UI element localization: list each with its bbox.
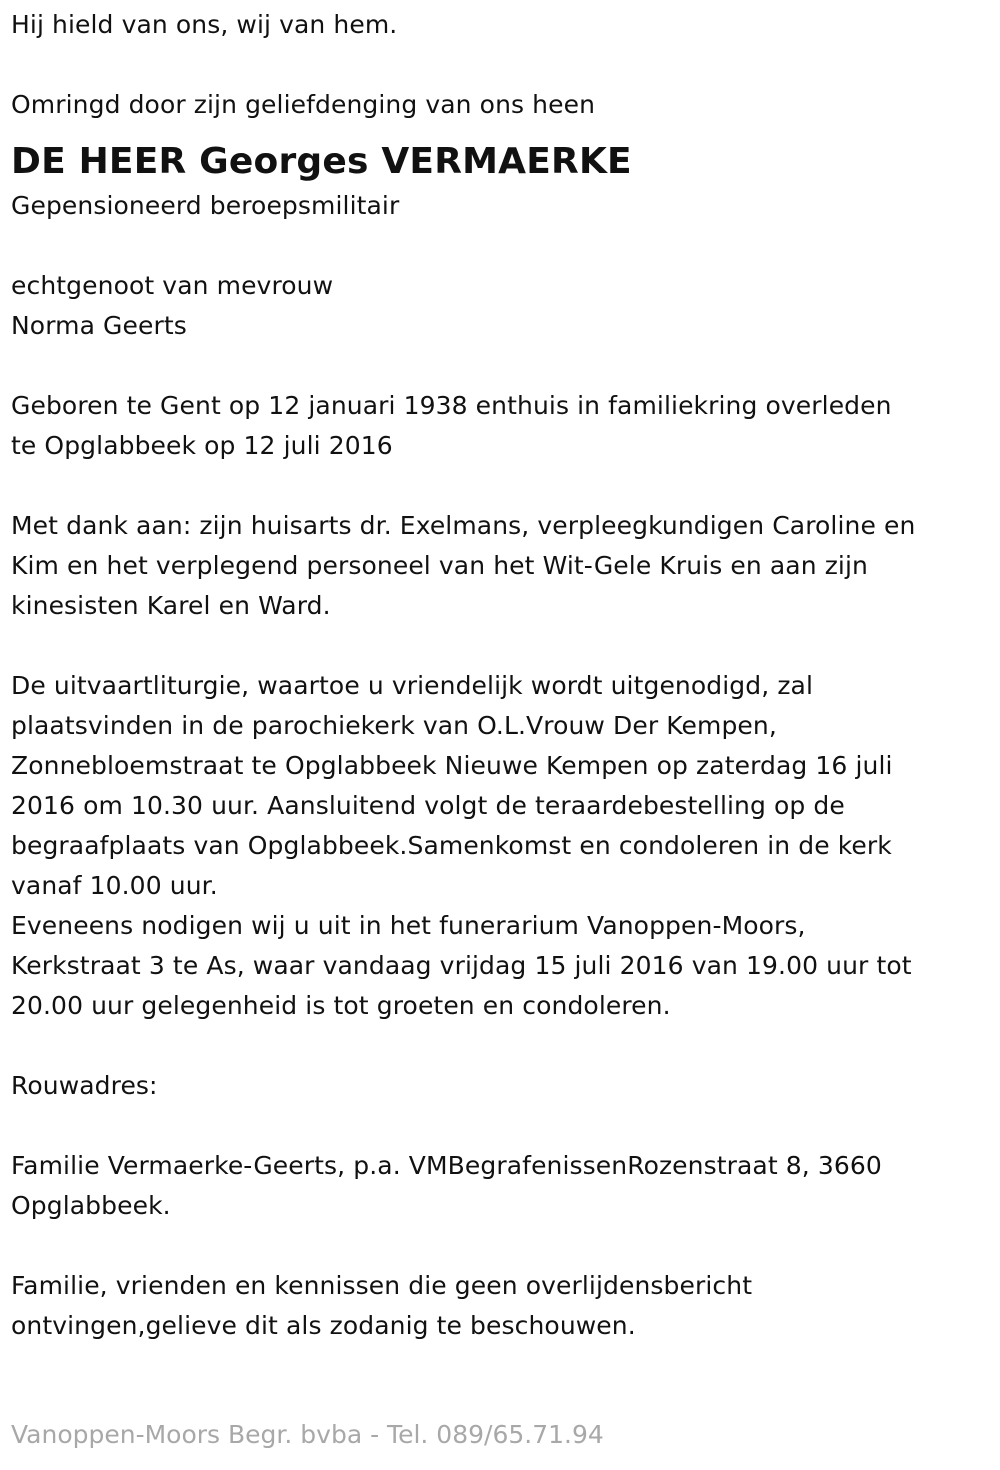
spacer [11,1026,986,1066]
spacer [11,1226,986,1266]
paragraph-line: Eveneens nodigen wij u uit in het funerarium Vanoppen-Moors, [11,911,806,940]
spouse-intro: echtgenoot van mevrouw [11,271,334,300]
paragraph-line: Geboren te Gent op 12 januari 1938 enthuis in familiekring overleden [11,391,892,420]
paragraph-line: kinesisten Karel en Ward. [11,591,331,620]
paragraph-line: Opglabbeek. [11,1191,171,1220]
paragraph-line: De uitvaartliturgie, waartoe u vriendelijk wordt uitgenodigd, zal [11,671,814,700]
paragraph-line: vanaf 10.00 uur. [11,871,218,900]
spacer [11,466,986,506]
paragraph-line: Kerkstraat 3 te As, waar vandaag vrijdag 15 juli 2016 van 19.00 uur tot [11,951,912,980]
profession: Gepensioneerd beroepsmilitair [11,191,400,220]
thanks-paragraph [11,506,986,626]
paragraph-line: ontvingen,gelieve dit als zodanig te beschouwen. [11,1311,636,1340]
opening-line: Hij hield van ons, wij van hem. [11,10,398,39]
spacer [11,346,986,386]
death-notice [11,5,986,1346]
spouse-name: Norma Geerts [11,311,187,340]
deceased-name: DE HEER Georges VERMAERKE [11,141,632,182]
spacer [11,1106,986,1146]
mourning-address-label: Rouwadres: [11,1071,158,1100]
paragraph-line: 2016 om 10.30 uur. Aansluitend volgt de teraardebestelling op de [11,791,845,820]
paragraph-line: te Opglabbeek op 12 juli 2016 [11,431,393,460]
birth-death-paragraph [11,386,986,466]
paragraph-line: Kim en het verplegend personeel van het Wit-Gele Kruis en aan zijn [11,551,868,580]
footer-contact: Vanoppen-Moors Begr. bvba - Tel. 089/65.71.94 [11,1420,604,1449]
spacer [11,226,986,266]
paragraph-line: Zonnebloemstraat te Opglabbeek Nieuwe Kempen op zaterdag 16 juli [11,751,893,780]
paragraph-line: Familie Vermaerke-Geerts, p.a. VMBegrafenissenRozenstraat 8, 3660 [11,1151,882,1180]
passing-line: Omringd door zijn geliefdenging van ons heen [11,90,596,119]
paragraph-line: plaatsvinden in de parochiekerk van O.L.Vrouw Der Kempen, [11,711,777,740]
funeral-paragraph [11,666,986,1026]
paragraph-line: Met dank aan: zijn huisarts dr. Exelmans, verpleegkundigen Caroline en [11,511,916,540]
spacer [11,626,986,666]
paragraph-line: 20.00 uur gelegenheid is tot groeten en condoleren. [11,991,671,1020]
paragraph-line: Familie, vrienden en kennissen die geen overlijdensbericht [11,1271,753,1300]
paragraph-line: begraafplaats van Opglabbeek.Samenkomst en condoleren in de kerk [11,831,892,860]
spacer [11,45,986,85]
mourning-address [11,1146,986,1226]
closing-paragraph [11,1266,986,1346]
